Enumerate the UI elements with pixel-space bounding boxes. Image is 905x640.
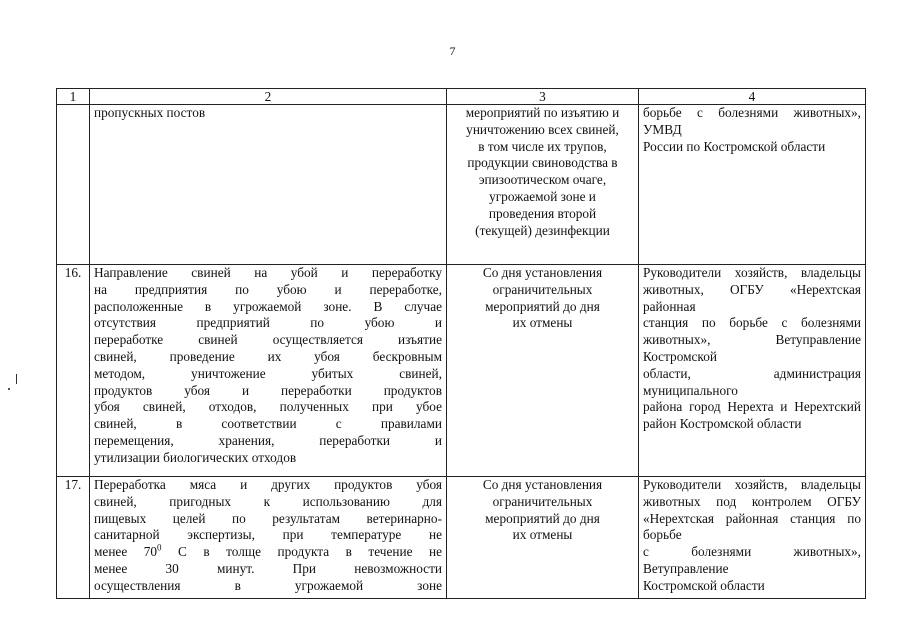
text-line: проведения второй — [488, 205, 597, 221]
text-line: убоя свиней, отходов, полученных при убое — [94, 399, 442, 415]
table-row — [57, 265, 866, 477]
text-line: санитарной экспертизы, при температуре не — [94, 527, 442, 543]
text-line: утилизации биологических отходов — [94, 449, 297, 465]
text-line: Переработка мяса и других продуктов убоя — [94, 477, 442, 492]
table-row — [57, 477, 866, 599]
timing-cell — [447, 477, 639, 599]
text-line: их отмены — [512, 527, 573, 543]
text-line: борьбе с болезнями животных», УМВД — [643, 105, 861, 137]
temperature-line — [94, 544, 442, 561]
text-line: уничтожению всех свиней, — [466, 121, 619, 137]
text-line: район Костромской области — [643, 416, 802, 432]
text-line: мероприятий до дня — [485, 510, 600, 526]
text-line: перемещения, хранения, переработки и — [94, 432, 442, 448]
text-line: эпизоотическом очаге, — [478, 172, 607, 188]
text-line: Со дня установления — [482, 477, 603, 492]
row-number: 17. — [57, 477, 90, 599]
text-fragment: С в толще продукта в течение не — [161, 544, 442, 560]
text-line: станция по борьбе с болезнями — [643, 315, 861, 331]
measure-cell — [90, 265, 447, 477]
text-line: свиней, проведение их убоя бескровным — [94, 348, 442, 364]
header-col-2: 2 — [90, 89, 447, 105]
text-line: с болезнями животных», Ветуправление — [643, 544, 861, 576]
text-line: пищевых целей по результатам ветеринарно- — [94, 510, 442, 526]
measure-cell — [90, 477, 447, 599]
responsible-cell — [639, 265, 866, 477]
header-col-4: 4 — [639, 89, 866, 105]
header-col-3: 3 — [447, 89, 639, 105]
responsible-cell — [639, 105, 866, 265]
header-col-1: 1 — [57, 89, 90, 105]
text-line: на предприятия по убою и переработке, — [94, 281, 442, 297]
text-line: района город Нерехта и Нерехтский — [643, 399, 861, 415]
timing-cell — [447, 105, 639, 265]
degree-superscript: 0 — [157, 542, 162, 553]
text-line: продуктов убоя и переработки продуктов — [94, 382, 442, 398]
text-line: Направление свиней на убой и переработку — [94, 265, 442, 280]
text-line: России по Костромской области — [643, 138, 826, 154]
text-line: переработке свиней осуществляется изъятие — [94, 332, 442, 348]
text-line: животных под контролем ОГБУ — [643, 493, 861, 509]
text-line: «Нерехтская районная станция по борьбе — [643, 510, 861, 543]
row-number — [57, 105, 90, 265]
margin-mark — [16, 374, 17, 384]
text-line: (текущей) дезинфекции — [475, 222, 610, 238]
text-line: ограничительных — [492, 493, 593, 509]
text-line: Со дня установления — [482, 265, 603, 280]
text-line: в том числе их трупов, — [478, 138, 607, 154]
text-line: отсутствия предприятий по убою и — [94, 315, 442, 331]
text-line: Руководители хозяйств, владельцы — [643, 265, 861, 280]
text-line: Костромской области — [643, 577, 765, 593]
text-line: животных», Ветуправление Костромской — [643, 332, 861, 364]
text-line: расположенные в угрожаемой зоне. В случае — [94, 298, 442, 314]
text-line: свиней, в соответствии с правилами — [94, 416, 442, 432]
margin-dot — [8, 388, 10, 390]
table-header-row — [57, 89, 866, 105]
text-line: угрожаемой зоне и — [489, 188, 596, 204]
text-line: ограничительных — [492, 281, 593, 297]
text-line: менее 30 минут. При невозможности — [94, 560, 442, 576]
page-number: 7 — [449, 44, 456, 58]
text-line: продукции свиноводства в — [467, 155, 618, 171]
timing-cell — [447, 265, 639, 477]
text-line: осуществления в угрожаемой зоне — [94, 577, 442, 593]
measure-cell — [90, 105, 447, 265]
text-line: области, администрация муниципального — [643, 365, 861, 398]
text-fragment: менее 70 — [94, 544, 158, 560]
text-line: животных, ОГБУ «Нерехтская районная — [643, 281, 861, 314]
text-line: мероприятий по изъятию и — [465, 105, 620, 120]
text-line: Руководители хозяйств, владельцы — [643, 477, 861, 492]
text-line: мероприятий до дня — [485, 298, 600, 314]
text-line: их отмены — [512, 315, 573, 331]
text-line: пропускных постов — [94, 105, 206, 120]
text-line: свиней, пригодных к использованию для — [94, 493, 442, 509]
measures-table — [56, 88, 866, 599]
responsible-cell — [639, 477, 866, 599]
text-line: методом, уничтожение убитых свиней, — [94, 365, 442, 381]
row-number: 16. — [57, 265, 90, 477]
table-row — [57, 105, 866, 265]
